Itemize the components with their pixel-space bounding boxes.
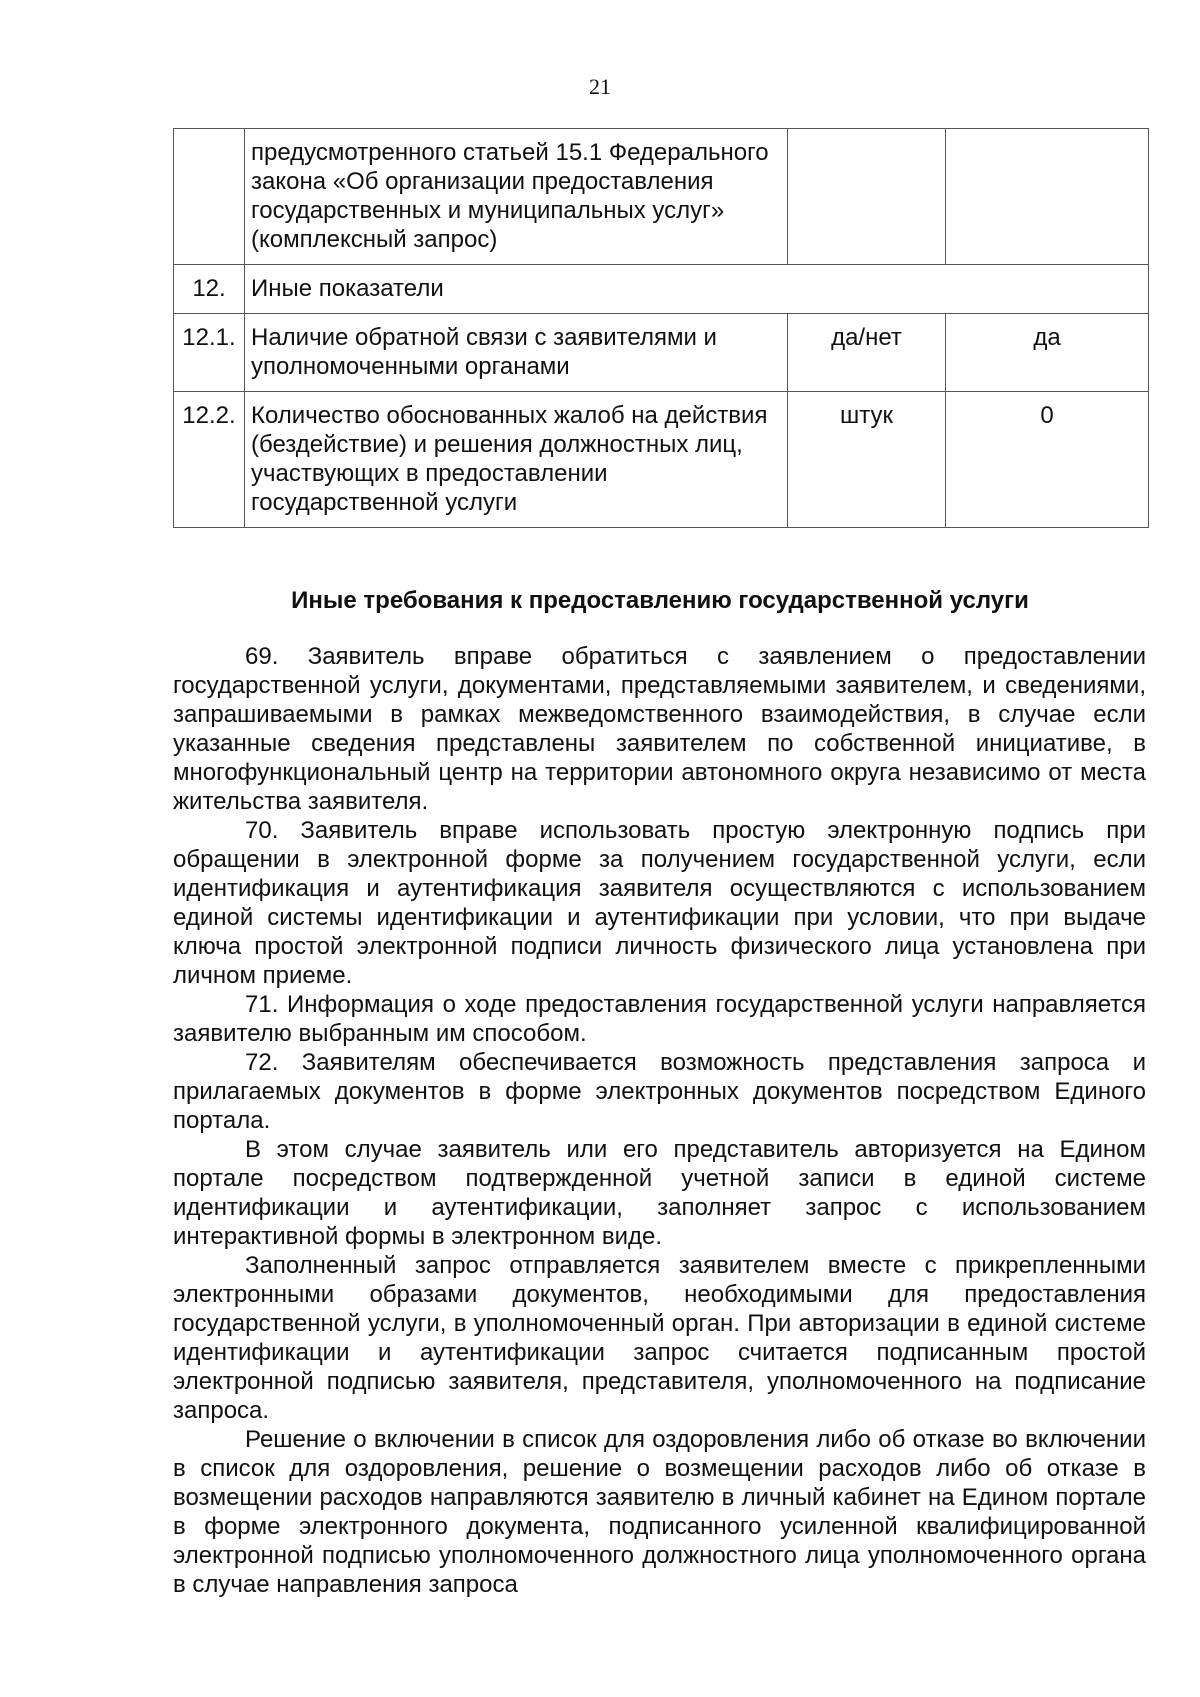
table-row <box>174 129 1149 265</box>
paragraph-72-decision: Решение о включении в список для оздоровления либо об отказе во включении в список для оздоровления, решение о возмещении расходов либо об отказе в возмещении расходов направляются заявителю в личный кабинет на Едином портале в форме электронного документа, подписанного усиленной квалифицированной электронной подписью уполномоченного должностного лица уполномоченного органа в случае направления запроса <box>173 1426 1146 1598</box>
indicator-name-cell: Наличие обратной связи с заявителями и уполномоченными органами <box>245 314 788 392</box>
section-title: Иные требования к предоставлению государственной услуги <box>291 587 1029 614</box>
value-cell: 0 <box>946 392 1149 528</box>
table-row <box>174 392 1149 528</box>
table-row <box>174 265 1149 314</box>
paragraph-72-request-sent: Заполненный запрос отправляется заявителем вместе с прикрепленными электронными образами документов, необходимыми для предоставления государственной услуги, в уполномоченный орган. При авторизации в единой системе идентификации и аутентификации запрос считается подписанным простой электронной подписью заявителя, представителя, уполномоченного на подписание запроса. <box>173 1252 1146 1424</box>
indicators-table <box>173 128 1149 528</box>
table-row <box>174 314 1149 392</box>
indicator-name-cell: Количество обоснованных жалоб на действия (бездействие) и решения должностных лиц, участвующих в предоставлении государственной услуги <box>245 392 788 528</box>
row-number-cell: 12.1. <box>174 314 245 392</box>
paragraph-70: 70. Заявитель вправе использовать простую электронную подпись при обращении в электронной форме за получением государственной услуги, если идентификация и аутентификация заявителя осуществляются с использованием единой системы идентификации и аутентификации при условии, что при выдаче ключа простой электронной подписи личность физического лица установлена при личном приеме. <box>173 817 1146 989</box>
paragraph-72: 72. Заявителям обеспечивается возможность представления запроса и прилагаемых документов в форме электронных документов посредством Единого портала. <box>173 1049 1146 1134</box>
row-number-cell: 12. <box>174 265 245 314</box>
page-number: 21 <box>589 74 611 99</box>
paragraph-71: 71. Информация о ходе предоставления государственной услуги направляется заявителю выбранным им способом. <box>173 991 1146 1047</box>
unit-cell: да/нет <box>788 314 946 392</box>
paragraph-72-portal-auth: В этом случае заявитель или его представитель авторизуется на Едином портале посредством подтвержденной учетной записи в единой системе идентификации и аутентификации, заполняет запрос с использованием интерактивной формы в электронном виде. <box>173 1136 1146 1250</box>
row-number-cell <box>174 129 245 265</box>
value-cell: да <box>946 314 1149 392</box>
value-cell <box>946 129 1149 265</box>
body-text <box>173 642 1146 1599</box>
row-number-cell: 12.2. <box>174 392 245 528</box>
unit-cell <box>788 129 946 265</box>
unit-cell: штук <box>788 392 946 528</box>
paragraph-69: 69. Заявитель вправе обратиться с заявлением о предоставлении государственной услуги, документами, представляемыми заявителем, и сведениями, запрашиваемыми в рамках межведомственного взаимодействия, в случае если указанные сведения представлены заявителем по собственной инициативе, в многофункциональный центр на территории автономного округа независимо от места жительства заявителя. <box>173 643 1146 815</box>
indicator-group-cell: Иные показатели <box>245 265 1149 314</box>
indicator-name-cell: предусмотренного статьей 15.1 Федерального закона «Об организации предоставления государственных и муниципальных услуг» (комплексный запрос) <box>245 129 788 265</box>
